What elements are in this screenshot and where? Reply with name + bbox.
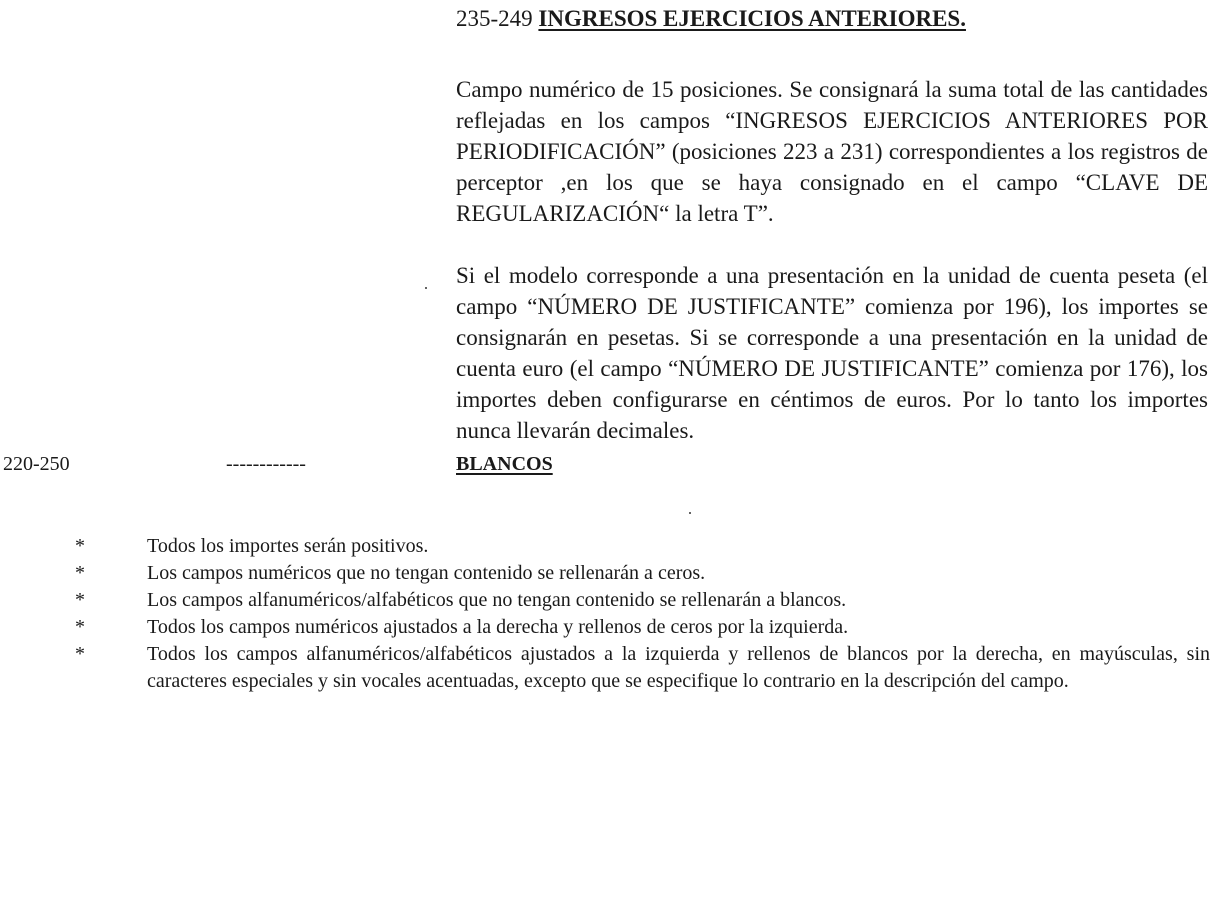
bullet-marker: * [75,616,85,638]
description-paragraph: Si el modelo corresponde a una presentación en la unidad de cuenta peseta (el campo “NÚMERO DE JUSTIFICANTE” comienza por 196), los importes se consignarán en pesetas. Si se corresponde a una presentación en la unidad de cuenta euro (el campo “NÚMERO DE JUSTIFICANTE” comienza por 176), los importes deben configurarse en céntimos de euros. Por lo tanto los importes nunca llevarán decimales. [456,263,1208,443]
note-text: Todos los campos numéricos ajustados a la derecha y rellenos de ceros por la izquierda. [147,616,849,638]
field-title: BLANCOS [456,453,553,475]
list-item [0,533,1212,560]
scan-speck [689,512,691,514]
list-item [0,560,1212,587]
note-text: Los campos numéricos que no tengan contenido se rellenarán a ceros. [147,562,706,584]
description-paragraph: Campo numérico de 15 posiciones. Se consignará la suma total de las cantidades reflejadas en los campos “INGRESOS EJERCICIOS ANTERIORES POR PERIODIFICACIÓN” (posiciones 223 a 231) correspondientes a los registros de perceptor ,en los que se haya consignado en el campo “CLAVE DE REGULARIZACIÓN“ la letra T”. [456,77,1208,226]
list-item [0,641,1212,695]
bullet-marker: * [75,589,85,611]
field-type: ------------ [226,453,306,475]
field-220-250-row [0,450,1212,482]
bullet-marker: * [75,643,85,665]
note-text: Los campos alfanuméricos/alfabéticos que no tengan contenido se rellenarán a blancos. [147,589,847,611]
field-position: 235-249 [456,6,533,31]
field-position: 220-250 [3,453,70,475]
field-title: INGRESOS EJERCICIOS ANTERIORES. [538,6,966,31]
field-235-249-heading [456,4,966,34]
note-text: Todos los campos alfanuméricos/alfabéticos ajustados a la izquierda y rellenos de blancos por la derecha, en mayúsculas, sin caracteres especiales y sin vocales acentuadas, excepto que se especifique lo contrario en la descripción del campo. [147,643,1210,692]
note-text: Todos los importes serán positivos. [147,535,429,557]
bullet-marker: * [75,535,85,557]
list-item [0,614,1212,641]
list-item [0,587,1212,614]
general-notes-list [0,533,1212,695]
bullet-marker: * [75,562,85,584]
scan-speck [425,287,427,289]
field-235-249-description [456,74,1208,446]
